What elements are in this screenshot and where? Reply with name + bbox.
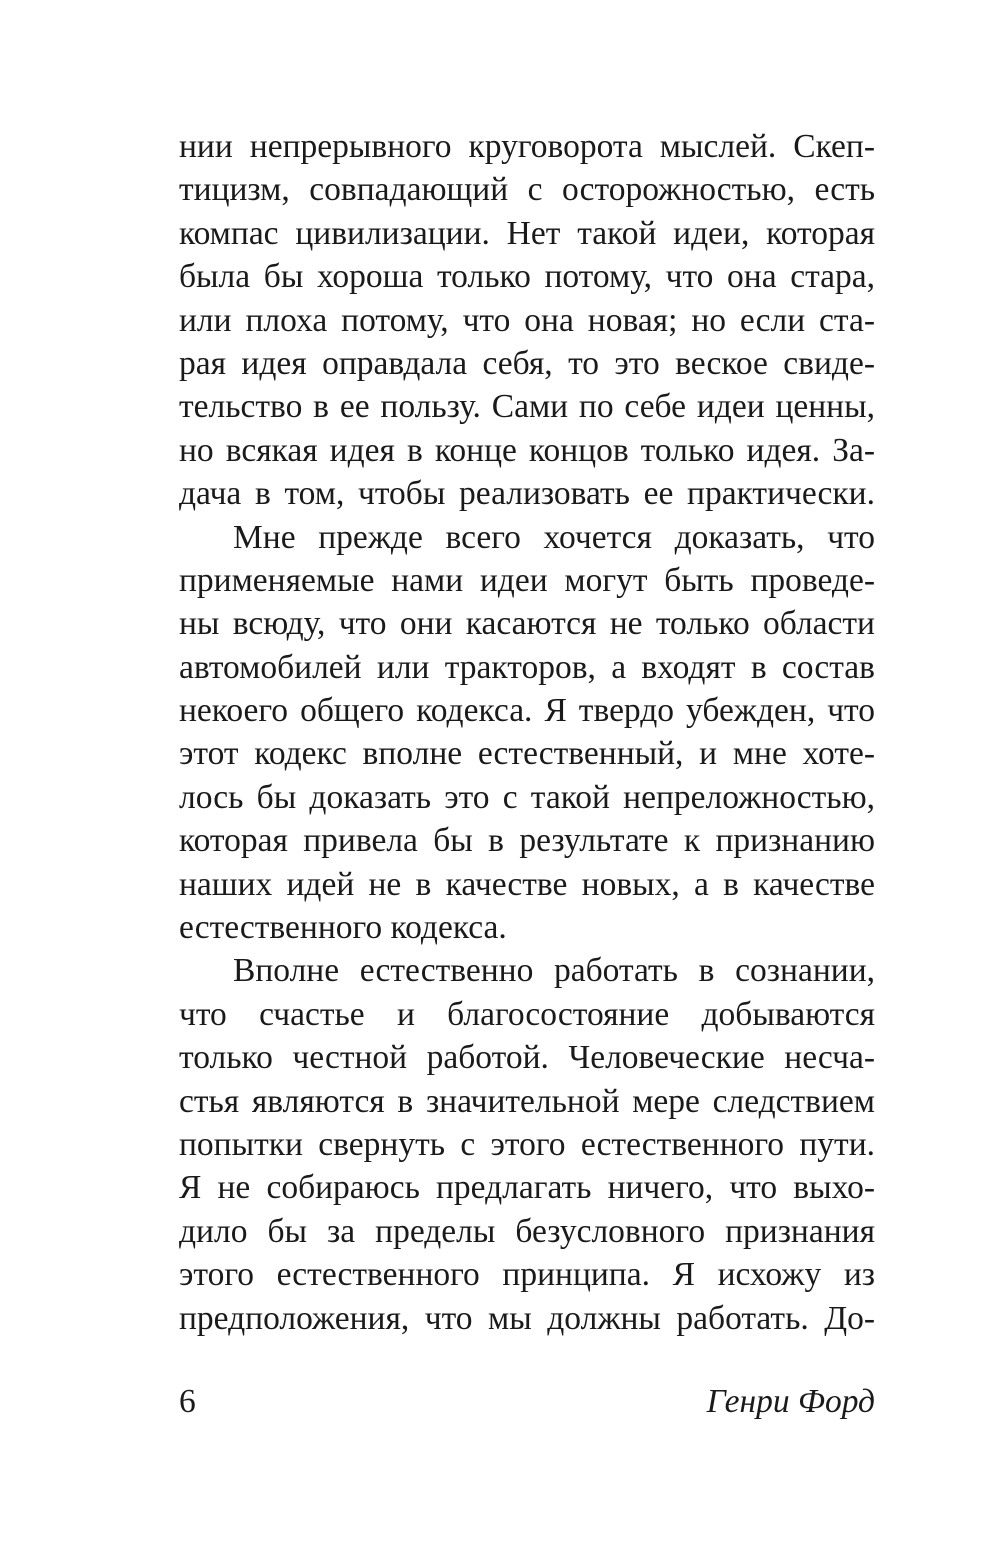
paragraph-end-line: естественного кодекса. <box>179 909 507 947</box>
body-text <box>179 125 875 1340</box>
text-line: была бы хороша только потому, что она стара, <box>179 258 875 296</box>
text-line: применяемые нами идеи могут быть проведе- <box>179 561 875 599</box>
text-line: компас цивилизации. Нет такой идеи, которая <box>179 214 875 252</box>
text-line: этого естественного принципа. Я исхожу из <box>179 1256 875 1294</box>
paragraph-start-line: Мне прежде всего хочется доказать, что <box>233 518 875 556</box>
text-line: но всякая идея в конце концов только идея. За- <box>179 431 875 469</box>
text-line: нии непрерывного круговорота мыслей. Скеп- <box>179 128 875 165</box>
page-number: 6 <box>179 1383 196 1420</box>
text-line: или плоха потому, что она новая; но если ста- <box>179 301 875 339</box>
paragraph-start-line: Вполне естественно работать в сознании, <box>233 952 875 990</box>
text-line: тельство в ее пользу. Сами по себе идеи ценны, <box>179 388 875 426</box>
text-line: Я не собираюсь предлагать ничего, что выхо- <box>179 1169 875 1207</box>
text-line: которая привела бы в результате к признанию <box>179 822 875 860</box>
text-line: этот кодекс вполне естественный, и мне хоте- <box>179 735 875 773</box>
text-line: стья являются в значительной мере следствием <box>179 1082 875 1120</box>
text-line: только честной работой. Человеческие несча- <box>179 1039 875 1077</box>
text-line: наших идей не в качестве новых, а в качестве <box>179 865 875 903</box>
text-line: дило бы за пределы безусловного признания <box>179 1212 875 1250</box>
text-line: предположения, что мы должны работать. До- <box>179 1299 875 1337</box>
text-line: попытки свернуть с этого естественного пути. <box>179 1125 875 1163</box>
text-line: некоего общего кодекса. Я твердо убежден, что <box>179 692 875 730</box>
text-line: тицизм, совпадающий с осторожностью, есть <box>179 171 875 209</box>
text-line: ны всюду, что они касаются не только области <box>179 605 875 643</box>
text-line: автомобилей или тракторов, а входят в состав <box>179 648 875 686</box>
running-footer-author: Генри Форд <box>706 1383 875 1420</box>
text-line: лось бы доказать это с такой непреложностью, <box>179 778 875 816</box>
text-line: что счастье и благосостояние добываются <box>179 995 875 1033</box>
paragraph-end-line: дача в том, чтобы реализовать ее практически. <box>179 475 875 513</box>
text-line: рая идея оправдала себя, то это веское свиде- <box>179 344 875 382</box>
